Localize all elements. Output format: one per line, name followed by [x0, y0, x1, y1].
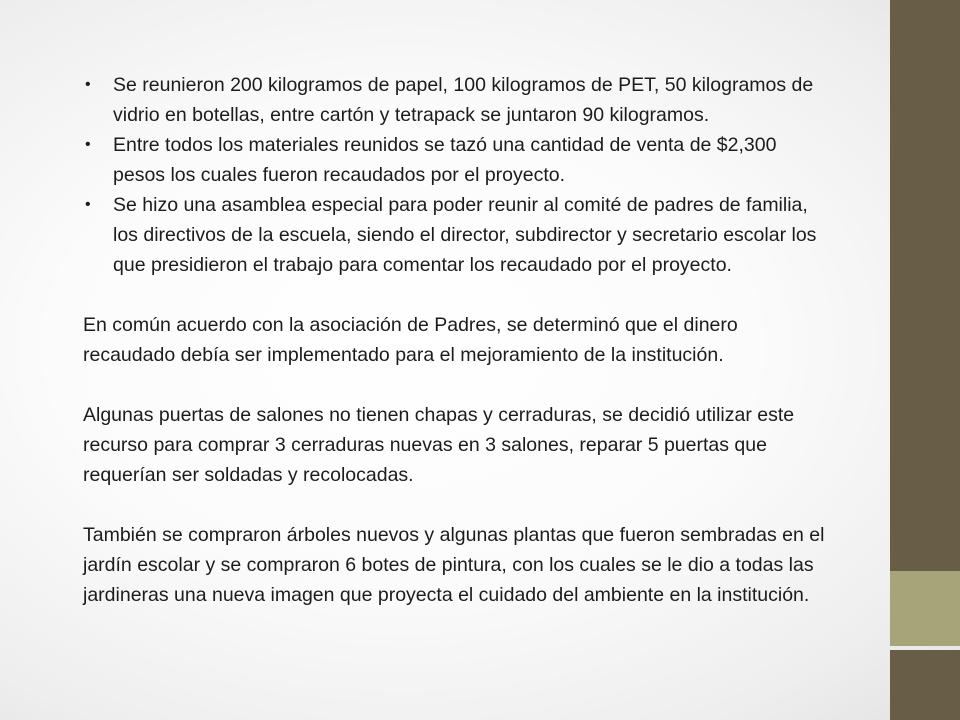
- decorative-sidebar: [890, 0, 960, 720]
- bullet-dot-icon: •: [85, 196, 91, 213]
- bullet-item: [83, 190, 828, 280]
- bullet-text: Entre todos los materiales reunidos se tazó una cantidad de venta de $2,300 pesos los cuales fueron recaudados por el proyecto.: [113, 134, 777, 186]
- bullet-text: Se reunieron 200 kilogramos de papel, 100 kilogramos de PET, 50 kilogramos de vidrio en botellas, entre cartón y tetrapack se juntaron 90 kilogramos.: [113, 74, 814, 126]
- paragraph-trees: También se compraron árboles nuevos y algunas plantas que fueron sembradas en el jardín escolar y se compraron 6 botes de pintura, con los cuales se le dio a todas las jardineras una nueva imagen que proyecta el cuidado del ambiente en la institución.: [83, 524, 825, 606]
- bullet-list: [83, 70, 828, 280]
- sidebar-top-band: [890, 0, 960, 571]
- bullet-text: Se hizo una asamblea especial para poder reunir al comité de padres de familia, los directivos de la escuela, siendo el director, subdirector y secretario escolar los que presidieron el trabajo para comentar los recaudado por el proyecto.: [113, 194, 817, 276]
- sidebar-bottom-band: [890, 650, 960, 720]
- bullet-dot-icon: •: [85, 76, 91, 93]
- bullet-item: [83, 70, 828, 130]
- bullet-dot-icon: •: [85, 136, 91, 153]
- paragraph-agreement: En común acuerdo con la asociación de Padres, se determinó que el dinero recaudado debía ser implementado para el mejoramiento de la institución.: [83, 314, 738, 366]
- bullet-item: [83, 130, 828, 190]
- sidebar-accent-band: [890, 571, 960, 646]
- paragraph-doors: Algunas puertas de salones no tienen chapas y cerraduras, se decidió utilizar este recurso para comprar 3 cerraduras nuevas en 3 salones, reparar 5 puertas que requerían ser soldadas y recolocadas.: [83, 404, 795, 486]
- slide-content: [83, 70, 828, 610]
